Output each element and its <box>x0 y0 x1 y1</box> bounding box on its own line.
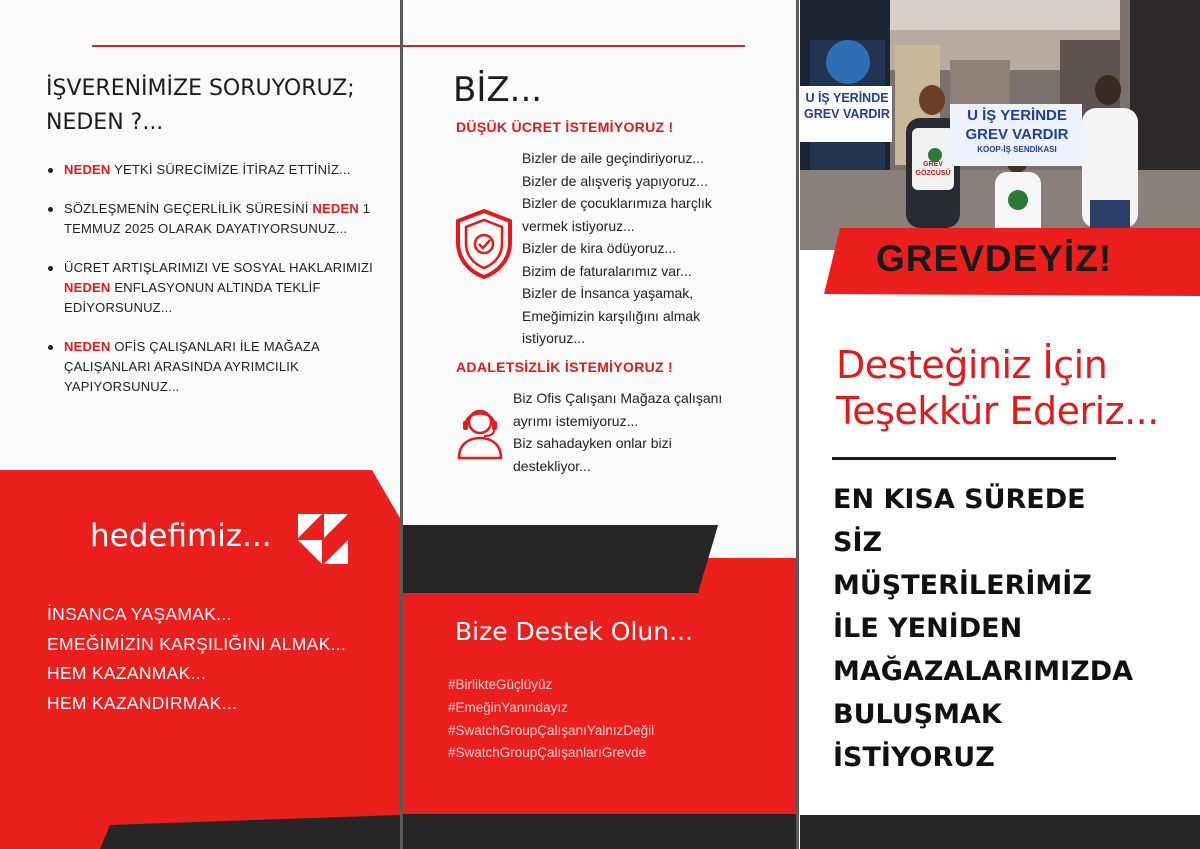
neden-emphasis: NEDEN <box>312 201 359 216</box>
hashtag-list <box>448 674 654 765</box>
goal-item: HEM KAZANDIRMAK... <box>47 692 238 713</box>
goal-item: EMEĞİMİZİN KARŞILIĞINI ALMAK... <box>47 633 347 654</box>
text-line: ayrımı istemiyoruz... <box>513 412 639 429</box>
message-line: MÜŞTERİLERİMİZ <box>833 570 1092 601</box>
text-line: Bizler de aile geçindiriyoruz... <box>522 150 705 166</box>
strike-title: GREVDEYİZ! <box>876 238 1113 279</box>
neden-emphasis: NEDEN <box>64 339 111 354</box>
goal-title: hedefimiz... <box>90 518 272 554</box>
hashtag: #SwatchGroupÇalışanıYalnızDeğil <box>448 722 655 738</box>
banner-line: GREV VARDIR <box>804 107 890 121</box>
neden-emphasis: NEDEN <box>64 162 111 177</box>
message-line: MAĞAZALARIMIZDA <box>833 656 1134 687</box>
text-line: Biz sahadayken onlar bizi <box>513 435 672 451</box>
banner-line: U İŞ YERİNDE <box>805 91 889 105</box>
text-line: istiyoruz... <box>522 330 586 346</box>
vest-line: GREV <box>923 161 943 168</box>
banner-line: GREV VARDIR <box>965 126 1069 143</box>
subheading-injustice: ADALETSİZLİK İSTEMİYORUZ ! <box>456 359 674 375</box>
support-agent-icon <box>455 402 505 460</box>
low-wage-lines <box>522 147 792 350</box>
question-text: 1 TEMMUZ 2025 OLARAK DAYATIYORSUNUZ... <box>64 201 371 236</box>
list-item <box>46 160 376 180</box>
message-line: İLE YENİDEN <box>833 613 1023 644</box>
top-rule <box>403 45 745 47</box>
goal-item: HEM KAZANMAK... <box>47 663 207 683</box>
text-line: Emeğimizin karşılığını almak <box>522 307 701 324</box>
message-line: EN KISA SÜREDE <box>833 484 1086 515</box>
text-line: Bizler de İnsanca yaşamak, <box>522 285 694 301</box>
injustice-lines <box>513 387 793 477</box>
question-text: ENFLASYONUN ALTINDA TEKLİF EDİYORSUNUZ... <box>64 280 321 315</box>
strike-photo <box>800 0 1200 250</box>
vest-line: GÖZCÜSÜ <box>915 170 951 177</box>
list-item <box>46 199 376 239</box>
strike-banner-left <box>802 90 892 122</box>
thanks-line: Desteğiniz İçin <box>836 343 1108 387</box>
triangles-logo-icon <box>296 512 350 566</box>
hashtag: #EmeğinYanındayız <box>448 699 568 715</box>
question-text: ÜCRET ARTIŞLARIMIZI VE SOSYAL HAKLARIMIZI <box>64 260 373 275</box>
goal-list <box>47 600 346 718</box>
thanks-text <box>836 342 1159 434</box>
goal-item: İNSANCA YAŞAMAK... <box>47 604 232 624</box>
questions-heading-line: İŞVERENİMİZE SORUYORUZ; <box>46 76 355 101</box>
hashtag: #BirlikteGüçlüyüz <box>448 677 553 692</box>
questions-heading-line: NEDEN ?... <box>46 110 164 135</box>
support-title: Bize Destek Olun... <box>455 617 693 646</box>
message-line: İSTİYORUZ <box>833 742 995 773</box>
text-line: Bizler de kira ödüyoruz... <box>522 240 677 256</box>
text-line: destekliyor... <box>513 457 591 474</box>
subheading-low-wage: DÜŞÜK ÜCRET İSTEMİYORUZ ! <box>456 119 674 135</box>
biz-heading: BİZ... <box>453 70 543 110</box>
hashtag: #SwatchGroupÇalışanlarıGrevde <box>448 745 647 761</box>
divider <box>832 457 1116 460</box>
fold-line <box>796 0 799 849</box>
thanks-line: Teşekkür Ederiz... <box>836 389 1159 433</box>
list-item <box>46 337 376 397</box>
panel-strike <box>800 0 1200 849</box>
question-list <box>46 160 376 416</box>
message-line: BULUŞMAK <box>833 699 1002 730</box>
banner-line: KOOP-İŞ SENDİKASI <box>977 145 1057 154</box>
text-line: Biz Ofis Çalışanı Mağaza çalışanı <box>513 390 723 406</box>
text-line: Bizim de faturalarımız var... <box>522 262 692 279</box>
panel-questions <box>0 0 400 849</box>
top-rule <box>92 45 400 47</box>
banner-line: U İŞ YERİNDE <box>967 107 1067 124</box>
text-line: Bizler de alışveriş yapıyoruz... <box>522 172 708 189</box>
closing-message <box>833 478 1133 779</box>
question-text: YETKİ SÜRECİMİZE İTİRAZ ETTİNİZ... <box>110 162 351 177</box>
vest-label <box>914 160 952 178</box>
message-line: SİZ <box>833 527 883 558</box>
strike-banner-center <box>952 106 1082 156</box>
text-line: Bizler de çocuklarımıza harçlık <box>522 195 712 211</box>
text-line: vermek istiyoruz... <box>522 217 635 234</box>
question-text: SÖZLEŞMENİN GEÇERLİLİK SÜRESİNİ <box>64 201 313 216</box>
panel-biz <box>403 0 796 849</box>
question-text: OFİS ÇALIŞANLARI İLE MAĞAZA ÇALIŞANLARI ARASINDA AYRIMCILIK YAPIYORSUNUZ... <box>64 339 320 394</box>
questions-heading <box>46 72 355 140</box>
bottom-bar <box>800 815 1200 849</box>
neden-emphasis: NEDEN <box>64 280 111 295</box>
list-item <box>46 258 376 318</box>
shield-check-icon <box>453 208 515 280</box>
